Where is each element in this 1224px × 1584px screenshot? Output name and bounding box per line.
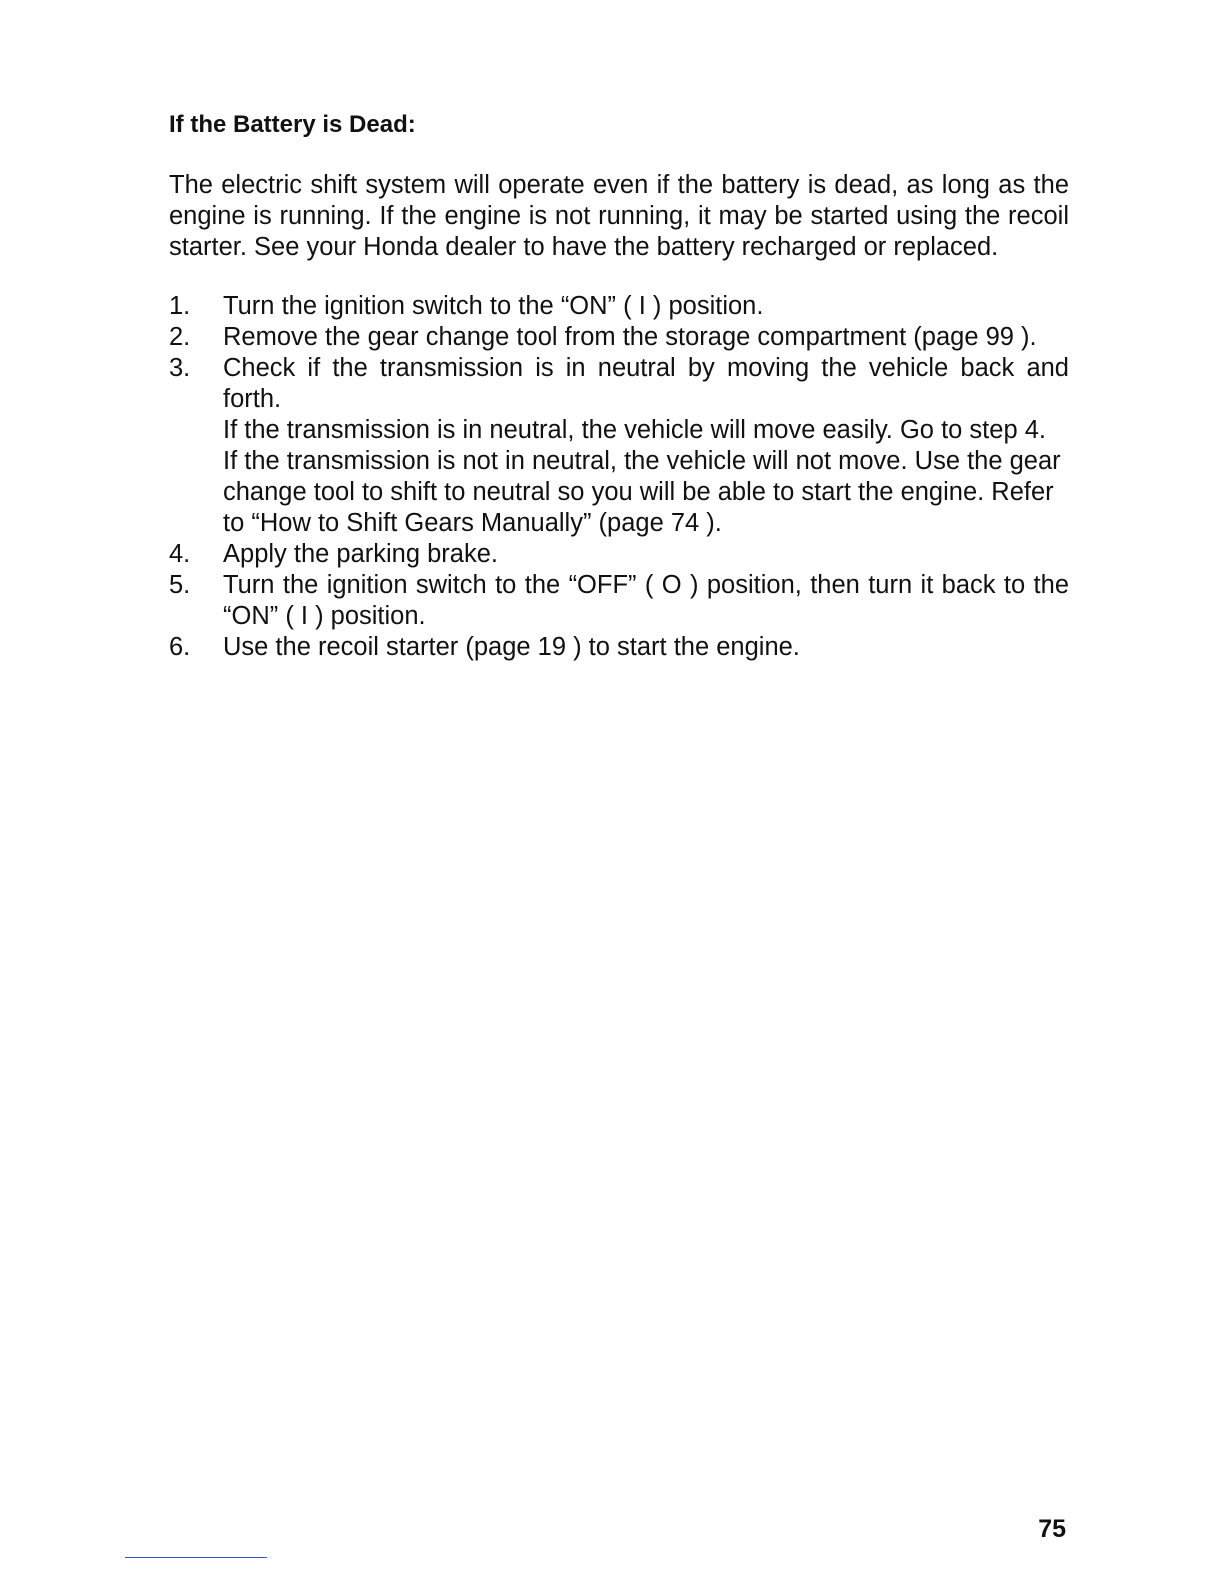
step-text: Use the recoil starter (page 19 ) to start the engine.: [223, 633, 800, 661]
step-text: Remove the gear change tool from the storage compartment (page 99 ).: [223, 323, 1037, 351]
step-number: 3.: [169, 354, 191, 382]
list-item: [169, 539, 1069, 570]
bottom-rule: [125, 1557, 267, 1558]
step-number: 6.: [169, 633, 191, 661]
section-heading: If the Battery is Dead:: [169, 111, 416, 138]
step-number: 4.: [169, 540, 191, 568]
list-item: [169, 291, 1069, 322]
step-text: Turn the ignition switch to the “ON” ( I ) position.: [223, 292, 764, 320]
page-number: 75: [1038, 1515, 1066, 1543]
list-item: [169, 570, 1069, 632]
step-note: If the transmission is in neutral, the vehicle will move easily. Go to step 4.: [223, 416, 1046, 444]
step-number: 1.: [169, 292, 191, 320]
step-text: Turn the ignition switch to the “OFF” ( O ) position, then turn it back to the “ON” ( I ) position.: [223, 571, 1069, 630]
intro-paragraph: The electric shift system will operate even if the battery is dead, as long as the engine is running. If the engine is not running, it may be started using the recoil starter. See your Honda dealer to have the battery recharged or replaced.: [169, 171, 1069, 261]
step-number: 5.: [169, 571, 191, 599]
step-text: Apply the parking brake.: [223, 540, 498, 568]
list-item: [169, 632, 1069, 663]
manual-page: [169, 108, 1069, 663]
list-item: [169, 322, 1069, 353]
list-item: [169, 353, 1069, 539]
procedure-steps: [169, 291, 1069, 663]
step-text: Check if the transmission is in neutral by moving the vehicle back and forth.: [223, 354, 1069, 413]
step-number: 2.: [169, 323, 191, 351]
step-note: If the transmission is not in neutral, the vehicle will not move. Use the gear change tool to shift to neutral so you will be able to start the engine. Refer to “How to Shift Gears Manually” (page 74 ).: [223, 447, 1061, 537]
